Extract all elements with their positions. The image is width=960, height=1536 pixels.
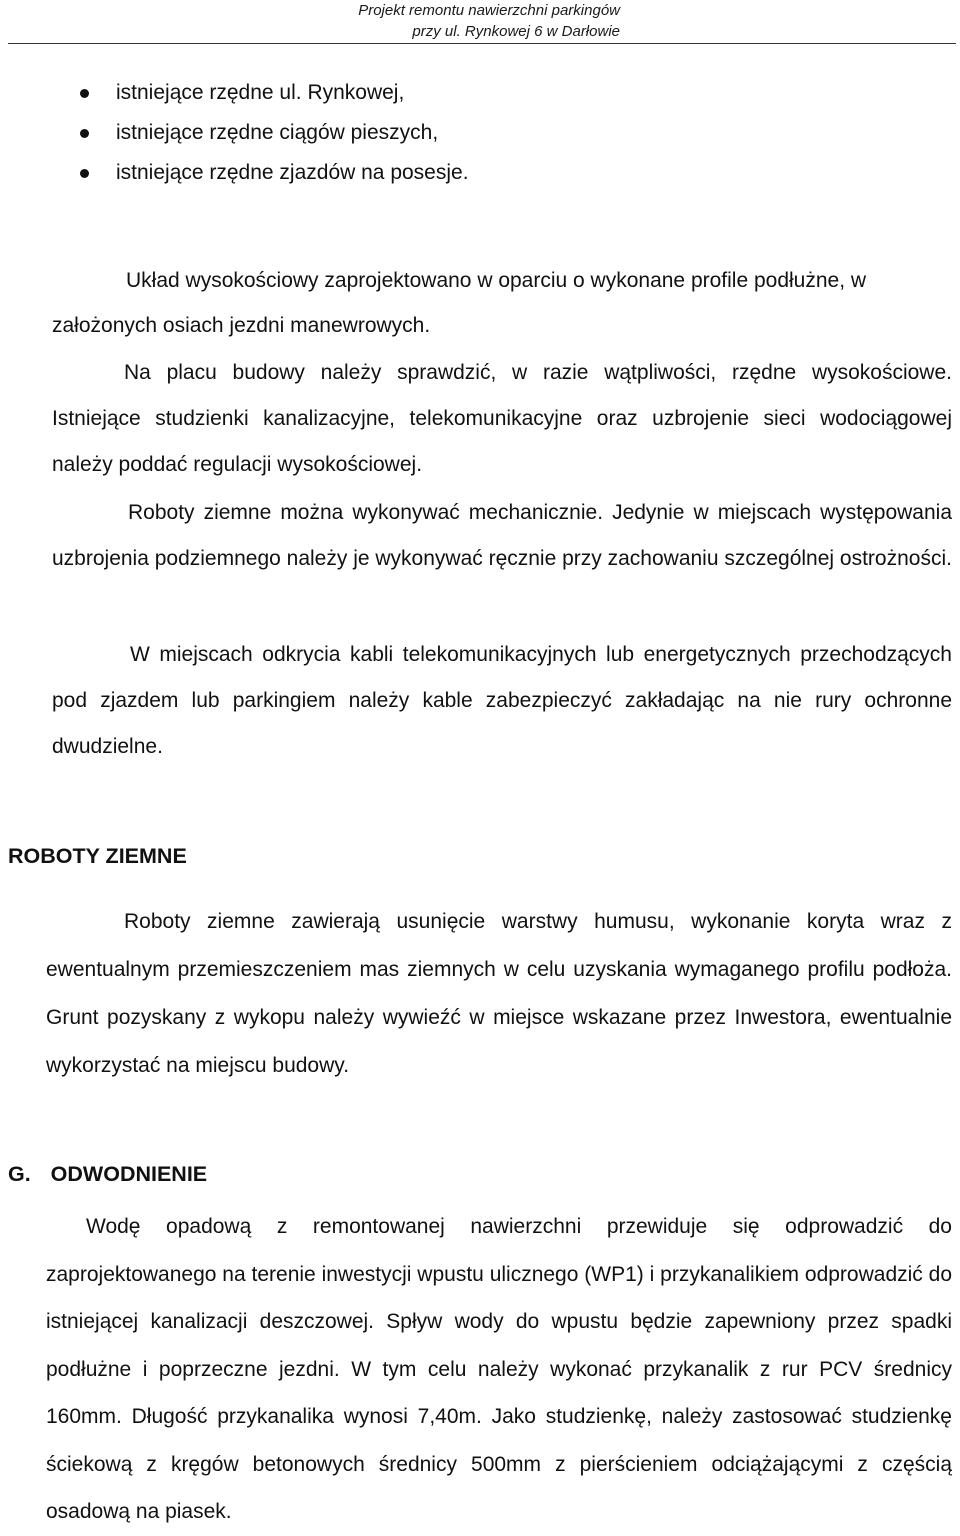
list-item-text: istniejące rzędne zjazdów na posesje. xyxy=(116,161,469,184)
list-item xyxy=(80,113,940,153)
section-number: G. xyxy=(8,1162,31,1186)
paragraph-drainage: Wodę opadową z remontowanej nawierzchni przewiduje się odprowadzić do zaprojektowanego na terenie inwestycji wpustu ulicznego (WP1) i przykanalikiem odprowadzić do istniejącej kanalizacji deszczowej. Spływ wody do wpustu będzie zapewniony przez spadki podłużne i poprzeczne jezdni. W tym celu należy wykonać przykanalik z rur PCV średnicy 160mm. Długość przykanalika wynosi 7,40m. Jako studzienkę, należy zastosować studzienkę ściekową z kręgów betonowych średnicy 500mm z pierścieniem odciążającymi z częścią osadową na piasek. xyxy=(46,1215,952,1523)
list-item-text: istniejące rzędne ciągów pieszych, xyxy=(116,121,439,144)
page-header xyxy=(20,0,620,42)
bullet-icon xyxy=(80,89,89,98)
bullet-icon xyxy=(80,129,89,138)
section-title: ODWODNIENIE xyxy=(50,1162,208,1186)
section-heading-roboty-ziemne: ROBOTY ZIEMNE xyxy=(8,844,187,868)
header-project-address: przy ul. Rynkowej 6 w Darłowie xyxy=(412,23,620,40)
paragraph-site-check: Na placu budowy należy sprawdzić, w razie wątpliwości, rzędne wysokościowe. Istniejące studzienki kanalizacyjne, telekomunikacyjne oraz uzbrojenie sieci wodociągowej należy poddać regulacji wysokościowej. xyxy=(52,361,952,476)
list-item xyxy=(80,73,940,113)
paragraph-mechanical-works: Roboty ziemne można wykonywać mechanicznie. Jedynie w miejscach występowania uzbrojenia podziemnego należy je wykonywać ręcznie przy zachowaniu szczególnej ostrożności. xyxy=(52,501,952,570)
header-project-title: Projekt remontu nawierzchni parkingów xyxy=(358,2,620,19)
list-item xyxy=(80,153,940,193)
paragraph-earthworks: Roboty ziemne zawierają usunięcie warstwy humusu, wykonanie koryta wraz z ewentualnym przemieszczeniem mas ziemnych w celu uzyskania wymaganego profilu podłoża. Grunt pozyskany z wykopu należy wywieźć w miejsce wskazane przez Inwestora, ewentualnie wykorzystać na miejscu budowy. xyxy=(46,910,952,1077)
header-divider xyxy=(8,43,956,44)
bullet-list xyxy=(80,73,940,193)
section-heading-odwodnienie xyxy=(8,1162,207,1187)
bullet-icon xyxy=(80,169,89,178)
paragraph-elevation-design: Układ wysokościowy zaprojektowano w oparciu o wykonane profile podłużne, w założonych osiach jezdni manewrowych. xyxy=(52,269,867,337)
list-item-text: istniejące rzędne ul. Rynkowej, xyxy=(116,81,405,104)
paragraph-cable-protection: W miejscach odkrycia kabli telekomunikacyjnych lub energetycznych przechodzących pod zjazdem lub parkingiem należy kable zabezpieczyć zakładając na nie rury ochronne dwudzielne. xyxy=(52,643,952,758)
